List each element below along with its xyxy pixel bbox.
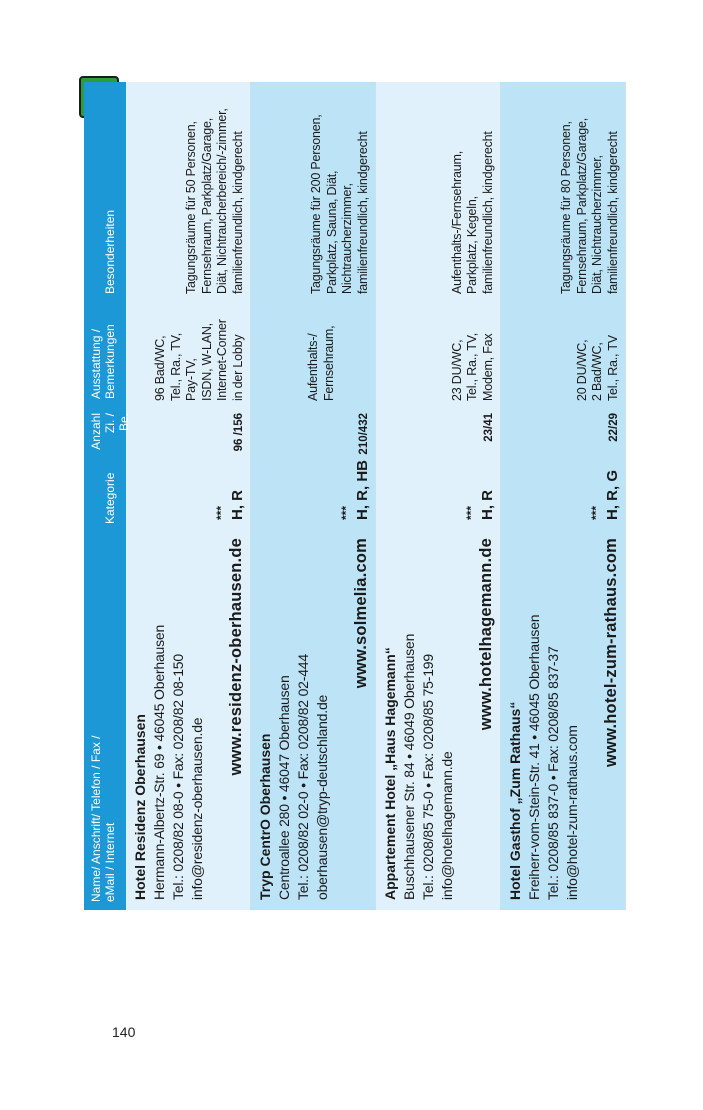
- hotel-table: [84, 82, 626, 910]
- hotel-category: [251, 460, 375, 530]
- hotel-equipment: 96 Bad/WC, Tel., Ra., TV, Pay-TV, ISDN, W-LAN, Internet-Corner in der Lobby: [153, 319, 245, 401]
- star-rating: ***: [339, 505, 353, 520]
- hotel-features: Aufenthalts-/Fernsehraum, Parkplatz, Kegeln, familienfreundlich, kindgerecht: [449, 131, 495, 294]
- hotel-features: Tagungsräume für 50 Personen, Fernsehraum, Parkplatz/Garage, Diät, Nichtraucherbereich/-zimmer, familienfreundlich, kindgerecht: [184, 108, 245, 294]
- hotel-category: [376, 460, 500, 530]
- hotel-address: Freiherr-vom-Stein-Str. 41 • 46045 Oberhausen: [526, 614, 542, 900]
- hotel-info: [251, 530, 375, 910]
- hotel-website: www.residenz-oberhausen.de: [227, 538, 245, 776]
- table-row: [251, 82, 376, 910]
- header-features: Besonderheiten: [103, 209, 117, 294]
- hotel-website: www.solmelia.com: [352, 538, 370, 689]
- star-rating: ***: [214, 505, 228, 520]
- category-code: H, R: [229, 490, 246, 520]
- hotel-features: Tagungsräume für 80 Personen, Fernsehraum, Parkplatz/Garage, Diät, Nichtraucherzimmer, familienfreundlich, kindgerecht: [559, 117, 620, 294]
- hotel-phone: Tel.: 0208/85 837-0 • Fax: 0208/85 837-37: [545, 646, 561, 900]
- category-code: H, R, HB: [354, 460, 371, 520]
- category-code: H, R, G: [604, 469, 621, 520]
- room-bed-count: 23/41: [483, 413, 495, 442]
- hotel-category: [126, 460, 250, 530]
- star-rating: ***: [464, 505, 478, 520]
- hotel-phone: Tel.: 0208/82 08-0 • Fax: 0208/82 08-150: [170, 654, 186, 900]
- hotel-address: Buschhausener Str. 84 • 46049 Oberhausen: [401, 633, 417, 900]
- table-row: [126, 82, 251, 910]
- header-count: Anzahl Zi. / Be.: [89, 413, 131, 450]
- header-equipment: Ausstattung / Bemerkungen: [89, 324, 117, 399]
- hotel-address: Hermann-Albertz-Str. 69 • 46045 Oberhausen: [151, 624, 167, 900]
- hotel-info: [501, 530, 625, 910]
- table-row: [376, 82, 501, 910]
- hotel-website: www.hotel-zum-rathaus.com: [602, 538, 620, 767]
- hotel-equipment: 20 DU/WC, 2 Bad/WC, Tel., Ra., TV: [574, 335, 620, 401]
- room-bed-count: 22/29: [608, 413, 620, 442]
- category-code: H, R: [479, 490, 496, 520]
- hotel-equipment: Aufenthalts-/ Fernsehraum,: [306, 325, 336, 401]
- header-name: Name/ Anschrift/ Telefon / Fax / eMail / Internet: [89, 735, 117, 902]
- hotel-email: info@residenz-oberhausen.de: [189, 717, 205, 900]
- star-rating: ***: [589, 505, 603, 520]
- header-category: Kategorie: [103, 472, 117, 524]
- hotel-email: oberhausen@tryp-deutschland.de: [314, 694, 330, 900]
- hotel-email: info@hotel-zum-rathaus.com: [564, 725, 580, 900]
- hotel-info: [376, 530, 500, 910]
- table-header: [84, 82, 131, 910]
- hotel-name: Hotel Gasthof „Zum Rathaus“: [507, 701, 523, 900]
- hotel-name: Hotel Residenz Oberhausen: [132, 714, 148, 900]
- hotel-name: Tryp CentrO Oberhausen: [257, 733, 273, 900]
- page-number: 140: [112, 1024, 136, 1040]
- table-row: [501, 82, 626, 910]
- hotel-phone: Tel.: 0208/85 75-0 • Fax: 0208/85 75-199: [420, 654, 436, 900]
- room-bed-count: 210/432: [358, 413, 370, 455]
- hotel-info: [126, 530, 250, 910]
- hotel-features: Tagungsräume für 200 Personen, Parkplatz, Sauna, Diät, Nichtraucherzimmer, familienfreundlich, kindgerecht: [309, 114, 370, 294]
- hotel-email: info@hotelhagemann.de: [439, 751, 455, 900]
- hotel-website: www.hotelhagemann.de: [477, 538, 495, 731]
- hotel-address: Centroallee 280 • 46047 Oberhausen: [276, 675, 292, 900]
- hotel-category: [501, 460, 625, 530]
- room-bed-count: 96 /156: [233, 413, 245, 452]
- hotel-equipment: 23 DU/WC, Tel., Ra., TV, Modem, Fax: [449, 332, 495, 401]
- hotel-name: Appartement Hotel „Haus Hagemann“: [382, 647, 398, 900]
- hotel-phone: Tel.: 0208/82 02-0 • Fax: 0208/82 02-444: [295, 654, 311, 900]
